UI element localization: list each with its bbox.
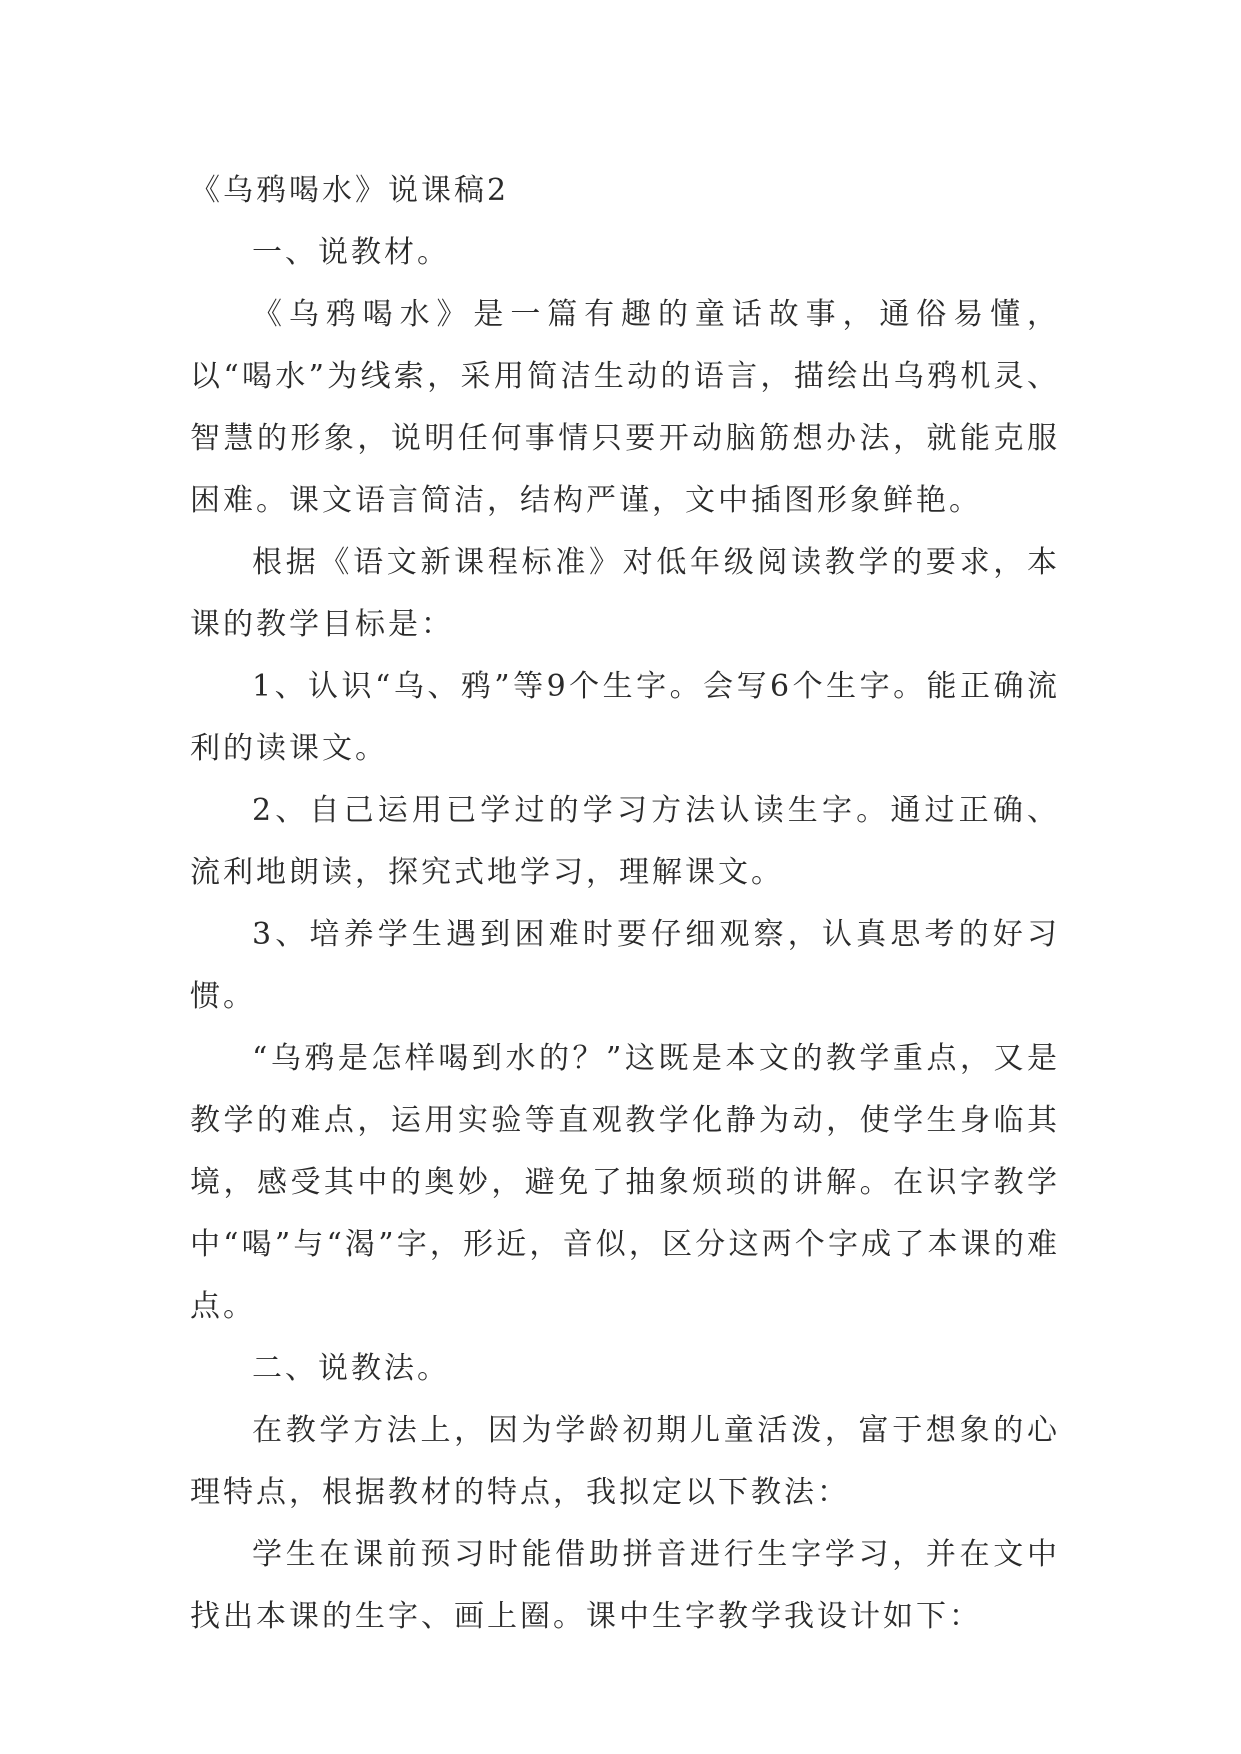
section-heading-teaching-method: 二、说教法。 [252, 1351, 450, 1386]
paragraph-teaching-method: 在教学方法上，因为学龄初期儿童活泼，富于想象的心理特点，根据教材的特点，我拟定以下教法： [190, 1413, 1060, 1510]
paragraph-curriculum-standard: 根据《语文新课程标准》对低年级阅读教学的要求，本课的教学目标是： [190, 545, 1060, 642]
objective-item-3: 3、培养学生遇到困难时要仔细观察，认真思考的好习惯。 [190, 917, 1060, 1014]
paragraph-key-difficulty: “乌鸦是怎样喝到水的？”这既是本文的教学重点，又是教学的难点，运用实验等直观教学化静为动，使学生身临其境，感受其中的奥妙，避免了抽象烦琐的讲解。在识字教学中“喝”与“渴”字，形近，音似，区分这两个字成了本课的难点。 [190, 1041, 1060, 1324]
document-title: 《乌鸦喝水》说课稿2 [190, 173, 510, 208]
document-body [190, 160, 1060, 1648]
paragraph-character-learning: 学生在课前预习时能借助拼音进行生字学习，并在文中找出本课的生字、画上圈。课中生字教学我设计如下： [190, 1537, 1060, 1634]
objective-item-2: 2、自己运用已学过的学习方法认读生字。通过正确、流利地朗读，探究式地学习，理解课文。 [190, 793, 1060, 890]
paragraph-story-summary: 《乌鸦喝水》是一篇有趣的童话故事，通俗易懂，以“喝水”为线索，采用简洁生动的语言，描绘出乌鸦机灵、智慧的形象，说明任何事情只要开动脑筋想办法，就能克服困难。课文语言简洁，结构严谨，文中插图形象鲜艳。 [190, 297, 1060, 518]
objective-item-1: 1、认识“乌、鸦”等9个生字。会写6个生字。能正确流利的读课文。 [190, 669, 1060, 766]
section-heading-teaching-material: 一、说教材。 [252, 235, 450, 270]
